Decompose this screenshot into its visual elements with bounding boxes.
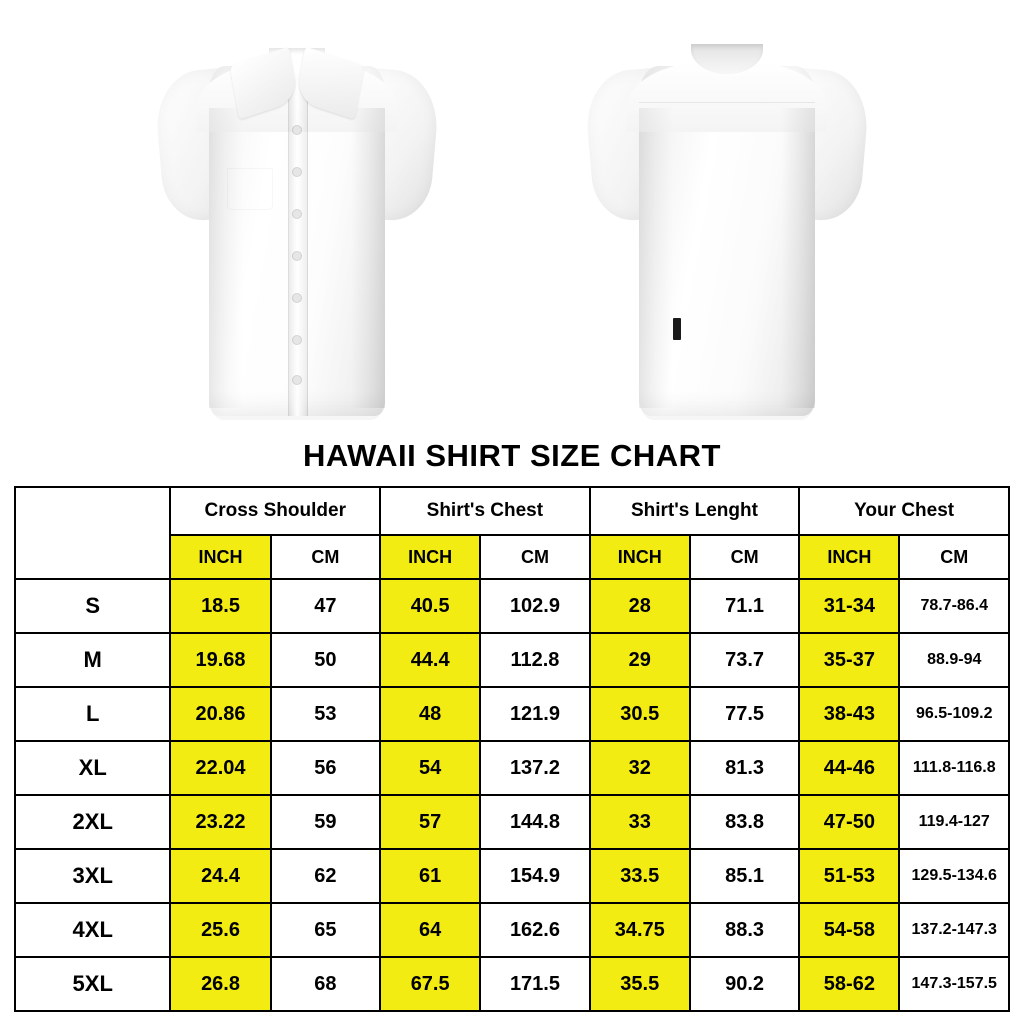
unit-header-cm-cross-shoulder: CM — [271, 535, 380, 579]
cell-cross-shoulder-cm: 47 — [271, 579, 380, 633]
cell-shirts-chest-cm: 144.8 — [480, 795, 589, 849]
cell-shirts-chest-inch: 64 — [380, 903, 480, 957]
cell-cross-shoulder-cm: 53 — [271, 687, 380, 741]
shirt-front-illustration — [157, 18, 437, 428]
cell-shirts-lenght-inch: 33 — [590, 795, 690, 849]
cell-shirts-lenght-inch: 29 — [590, 633, 690, 687]
shirt-illustrations — [0, 0, 1024, 438]
cell-your-chest-inch: 47-50 — [799, 795, 899, 849]
cell-cross-shoulder-inch: 26.8 — [170, 957, 270, 1011]
shirt-button — [293, 294, 301, 302]
cell-shirts-chest-cm: 162.6 — [480, 903, 589, 957]
row-size-label: L — [15, 687, 170, 741]
row-size-label: 3XL — [15, 849, 170, 903]
cell-your-chest-inch: 54-58 — [799, 903, 899, 957]
cell-shirts-lenght-cm: 90.2 — [690, 957, 799, 1011]
cell-shirts-lenght-cm: 88.3 — [690, 903, 799, 957]
cell-cross-shoulder-inch: 18.5 — [170, 579, 270, 633]
cell-your-chest-inch: 44-46 — [799, 741, 899, 795]
cell-shirts-chest-cm: 112.8 — [480, 633, 589, 687]
cell-shirts-chest-cm: 171.5 — [480, 957, 589, 1011]
cell-cross-shoulder-cm: 59 — [271, 795, 380, 849]
shirt-button — [293, 376, 301, 384]
table-row — [15, 849, 1009, 903]
row-size-label: 5XL — [15, 957, 170, 1011]
cell-shirts-chest-inch: 67.5 — [380, 957, 480, 1011]
cell-shirts-lenght-inch: 33.5 — [590, 849, 690, 903]
shirt-button — [293, 210, 301, 218]
group-header-shirts-chest: Shirt's Chest — [380, 487, 590, 535]
cell-your-chest-cm: 137.2-147.3 — [899, 903, 1009, 957]
cell-shirts-lenght-inch: 34.75 — [590, 903, 690, 957]
cell-your-chest-inch: 35-37 — [799, 633, 899, 687]
cell-shirts-chest-inch: 44.4 — [380, 633, 480, 687]
unit-header-inch-your-chest: INCH — [799, 535, 899, 579]
unit-header-inch-shirts-lenght: INCH — [590, 535, 690, 579]
cell-shirts-lenght-cm: 85.1 — [690, 849, 799, 903]
cell-cross-shoulder-inch: 23.22 — [170, 795, 270, 849]
table-row — [15, 579, 1009, 633]
cell-shirts-chest-inch: 48 — [380, 687, 480, 741]
group-header-cross-shoulder: Cross Shoulder — [170, 487, 380, 535]
row-size-label: M — [15, 633, 170, 687]
back-hem — [639, 390, 815, 420]
cell-cross-shoulder-cm: 68 — [271, 957, 380, 1011]
cell-cross-shoulder-inch: 20.86 — [170, 687, 270, 741]
table-row — [15, 741, 1009, 795]
cell-cross-shoulder-inch: 24.4 — [170, 849, 270, 903]
row-size-label: S — [15, 579, 170, 633]
unit-header-cm-your-chest: CM — [899, 535, 1009, 579]
table-row — [15, 687, 1009, 741]
cell-your-chest-cm: 119.4-127 — [899, 795, 1009, 849]
cell-shirts-lenght-inch: 35.5 — [590, 957, 690, 1011]
shirt-button — [293, 252, 301, 260]
size-chart-table — [14, 486, 1010, 1012]
table-row — [15, 633, 1009, 687]
table-group-header-row — [15, 487, 1009, 535]
cell-shirts-chest-cm: 137.2 — [480, 741, 589, 795]
unit-header-cm-shirts-chest: CM — [480, 535, 589, 579]
table-row — [15, 957, 1009, 1011]
cell-your-chest-inch: 38-43 — [799, 687, 899, 741]
group-header-your-chest: Your Chest — [799, 487, 1009, 535]
cell-shirts-chest-inch: 57 — [380, 795, 480, 849]
cell-your-chest-cm: 88.9-94 — [899, 633, 1009, 687]
unit-header-inch-shirts-chest: INCH — [380, 535, 480, 579]
front-pocket — [227, 168, 273, 210]
row-size-label: 2XL — [15, 795, 170, 849]
table-row — [15, 795, 1009, 849]
shirt-button — [293, 168, 301, 176]
cell-shirts-lenght-inch: 32 — [590, 741, 690, 795]
cell-shirts-chest-inch: 61 — [380, 849, 480, 903]
cell-your-chest-cm: 111.8-116.8 — [899, 741, 1009, 795]
cell-cross-shoulder-cm: 56 — [271, 741, 380, 795]
cell-cross-shoulder-cm: 65 — [271, 903, 380, 957]
cell-cross-shoulder-cm: 50 — [271, 633, 380, 687]
row-size-label: XL — [15, 741, 170, 795]
table-row — [15, 903, 1009, 957]
cell-shirts-chest-cm: 102.9 — [480, 579, 589, 633]
brand-tag — [673, 318, 681, 340]
cell-cross-shoulder-inch: 19.68 — [170, 633, 270, 687]
cell-your-chest-cm: 96.5-109.2 — [899, 687, 1009, 741]
cell-shirts-lenght-cm: 81.3 — [690, 741, 799, 795]
cell-your-chest-inch: 51-53 — [799, 849, 899, 903]
cell-your-chest-cm: 78.7-86.4 — [899, 579, 1009, 633]
unit-header-inch-cross-shoulder: INCH — [170, 535, 270, 579]
chart-title: HAWAII SHIRT SIZE CHART — [303, 438, 721, 473]
cell-shirts-lenght-cm: 77.5 — [690, 687, 799, 741]
cell-shirts-chest-cm: 121.9 — [480, 687, 589, 741]
cell-your-chest-cm: 129.5-134.6 — [899, 849, 1009, 903]
cell-shirts-chest-cm: 154.9 — [480, 849, 589, 903]
unit-header-cm-shirts-lenght: CM — [690, 535, 799, 579]
size-table-container — [0, 486, 1024, 1024]
cell-your-chest-inch: 31-34 — [799, 579, 899, 633]
cell-cross-shoulder-cm: 62 — [271, 849, 380, 903]
row-size-label: 4XL — [15, 903, 170, 957]
cell-shirts-chest-inch: 54 — [380, 741, 480, 795]
shirt-button — [293, 126, 301, 134]
cell-shirts-lenght-cm: 83.8 — [690, 795, 799, 849]
back-yoke-seam — [639, 102, 815, 103]
group-header-shirts-lenght: Shirt's Lenght — [590, 487, 800, 535]
cell-shirts-lenght-inch: 30.5 — [590, 687, 690, 741]
shirt-button — [293, 336, 301, 344]
cell-shirts-lenght-cm: 73.7 — [690, 633, 799, 687]
cell-shirts-lenght-cm: 71.1 — [690, 579, 799, 633]
cell-cross-shoulder-inch: 22.04 — [170, 741, 270, 795]
cell-shirts-lenght-inch: 28 — [590, 579, 690, 633]
cell-shirts-chest-inch: 40.5 — [380, 579, 480, 633]
cell-cross-shoulder-inch: 25.6 — [170, 903, 270, 957]
cell-your-chest-cm: 147.3-157.5 — [899, 957, 1009, 1011]
size-column-header — [15, 487, 170, 579]
shirt-back-illustration — [587, 18, 867, 428]
cell-your-chest-inch: 58-62 — [799, 957, 899, 1011]
